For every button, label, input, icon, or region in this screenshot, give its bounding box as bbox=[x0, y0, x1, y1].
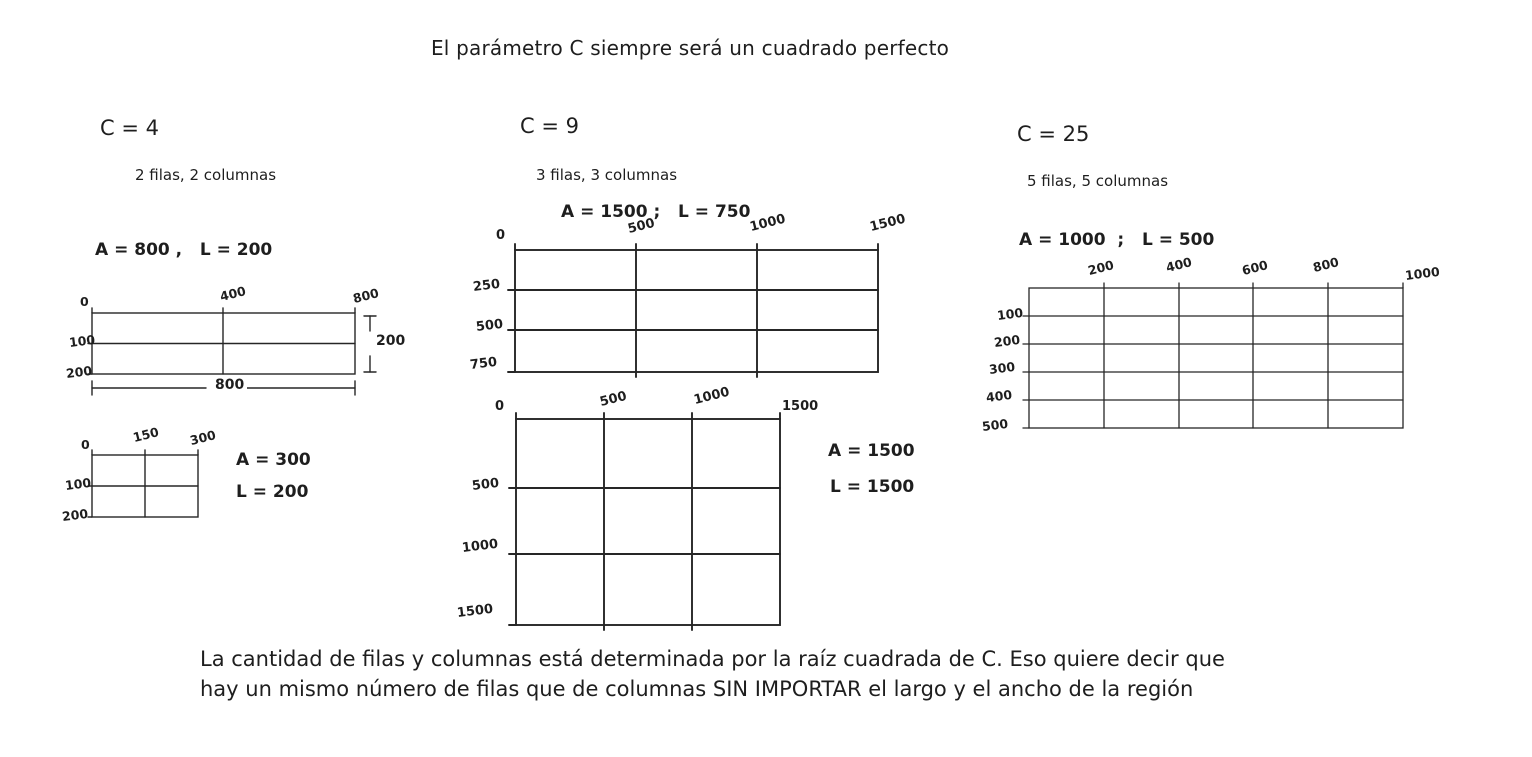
c4-small-x-tick: 300 bbox=[188, 427, 218, 448]
c9-wide-x-tick: 1500 bbox=[868, 211, 908, 235]
c25-x-tick: 400 bbox=[1164, 254, 1194, 275]
c9-square-grid bbox=[505, 412, 795, 634]
footer-note-line2: hay un mismo número de filas que de columnas SIN IMPORTAR el largo y el ancho de la región bbox=[200, 677, 1194, 701]
c9-square-x-tick: 1500 bbox=[782, 399, 819, 414]
c9-wide-y-tick: 750 bbox=[469, 354, 498, 373]
c9-square-x-tick: 0 bbox=[495, 399, 505, 414]
c9-heading: C = 9 bbox=[520, 114, 579, 138]
c9-wide-grid bbox=[505, 243, 890, 383]
c25-y-tick: 200 bbox=[993, 331, 1021, 350]
c9-wide-x-tick: 500 bbox=[626, 215, 657, 237]
c25-params: A = 1000 ; L = 500 bbox=[1019, 230, 1215, 250]
c9-rows-cols: 3 filas, 3 columnas bbox=[536, 166, 678, 184]
c4-small-area-label: A = 300 bbox=[236, 450, 311, 470]
page-title: El parámetro C siempre será un cuadrado perfecto bbox=[430, 36, 950, 60]
c25-grid bbox=[1020, 280, 1415, 435]
c9-square-length-label: L = 1500 bbox=[830, 477, 915, 497]
c4-small-x-tick: 150 bbox=[131, 424, 161, 445]
c9-wide-x-tick: 1000 bbox=[748, 211, 788, 235]
c9-square-x-tick: 1000 bbox=[692, 384, 732, 408]
c9-square-y-tick: 500 bbox=[471, 475, 500, 494]
c9-wide-y-tick: 250 bbox=[472, 276, 501, 295]
c4-small-x-tick: 0 bbox=[81, 437, 90, 452]
c9-wide-x-tick: 0 bbox=[496, 228, 506, 243]
c9-square-x-tick: 500 bbox=[598, 388, 629, 410]
c25-y-tick: 100 bbox=[996, 304, 1024, 323]
c25-x-tick: 800 bbox=[1311, 254, 1341, 275]
c4-height-dimension: 200 bbox=[376, 333, 406, 349]
c9-params: A = 1500 ; L = 750 bbox=[561, 202, 751, 222]
footer-note-line1: La cantidad de filas y columnas está determinada por la raíz cuadrada de C. Eso quiere decir que bbox=[200, 647, 1225, 671]
c25-heading: C = 25 bbox=[1017, 122, 1090, 146]
c25-y-tick: 300 bbox=[988, 358, 1016, 377]
c25-y-tick: 500 bbox=[981, 415, 1009, 434]
c4-heading: C = 4 bbox=[100, 116, 159, 140]
c4-small-y-tick: 200 bbox=[61, 505, 89, 524]
c9-square-y-tick: 1500 bbox=[456, 601, 494, 621]
c4-small-y-tick: 100 bbox=[64, 474, 92, 493]
c4-main-x-tick: 400 bbox=[218, 283, 248, 304]
c4-params: A = 800 , L = 200 bbox=[95, 240, 273, 260]
c25-rows-cols: 5 filas, 5 columnas bbox=[1027, 172, 1169, 190]
c4-small-length-label: L = 200 bbox=[236, 482, 309, 502]
c25-x-tick: 1000 bbox=[1404, 263, 1441, 283]
c4-main-x-tick: 0 bbox=[80, 294, 89, 309]
c25-x-tick: 600 bbox=[1240, 257, 1270, 278]
c9-square-y-tick: 1000 bbox=[461, 536, 499, 556]
c25-x-tick: 200 bbox=[1086, 257, 1116, 278]
c4-width-dimension: 800 bbox=[212, 377, 247, 393]
c4-small-grid bbox=[88, 450, 218, 530]
c4-main-y-tick: 100 bbox=[68, 331, 96, 350]
c4-rows-cols: 2 filas, 2 columnas bbox=[135, 166, 277, 184]
c25-y-tick: 400 bbox=[985, 386, 1013, 405]
c9-wide-y-tick: 500 bbox=[475, 316, 504, 335]
c9-square-area-label: A = 1500 bbox=[828, 441, 915, 461]
c4-main-y-tick: 200 bbox=[65, 362, 93, 381]
c4-main-x-tick: 800 bbox=[351, 285, 381, 306]
